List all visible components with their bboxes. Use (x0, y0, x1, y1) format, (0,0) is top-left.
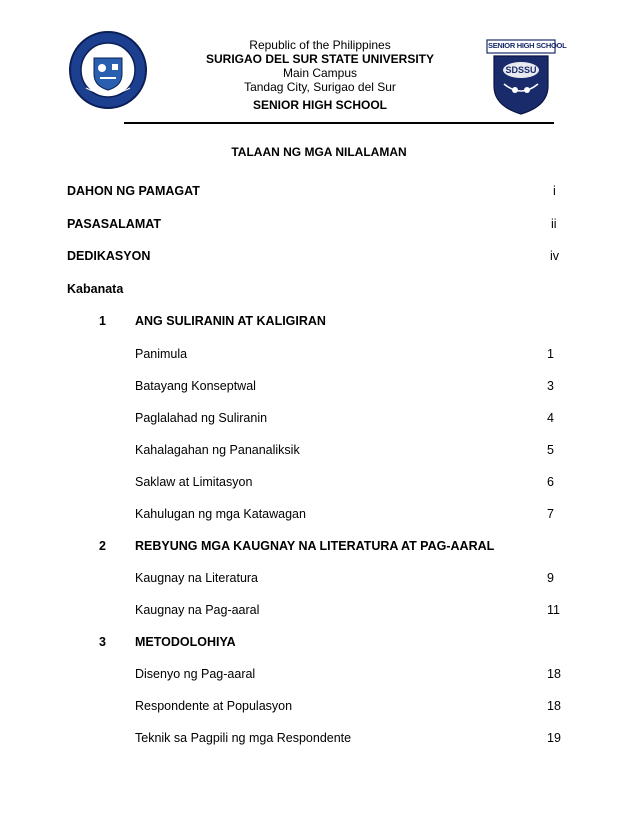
toc-sub-label: Disenyo ng Pag-aaral (135, 667, 256, 681)
toc-sub-label: Kaugnay na Literatura (135, 571, 259, 585)
chapter-number: 2 (99, 539, 106, 553)
toc-sub-page: 1 (547, 347, 554, 361)
toc-title: TALAAN NG MGA NILALAMAN (231, 145, 407, 159)
toc-sub-label: Kahulugan ng mga Katawagan (135, 507, 306, 521)
logo-shield-text: SDSSU (505, 65, 537, 75)
toc-sub-page: 7 (547, 507, 554, 521)
toc-sub-label: Batayang Konseptwal (135, 379, 256, 393)
header-campus: Main Campus (282, 66, 358, 80)
toc-sub-page: 6 (547, 475, 554, 489)
toc-entry-page: ii (551, 217, 557, 231)
toc-entry-page: iv (550, 249, 560, 263)
toc-sub-page: 19 (547, 731, 561, 745)
toc-entry-label: DAHON NG PAMAGAT (67, 184, 200, 198)
toc-entry-page: i (553, 184, 556, 198)
toc-sub-page: 9 (547, 571, 554, 585)
toc-sub-page: 18 (547, 699, 561, 713)
chapter-title: ANG SULIRANIN AT KALIGIRAN (135, 314, 326, 328)
chapter-number: 3 (99, 635, 106, 649)
chapter-number: 1 (99, 314, 106, 328)
toc-sub-label: Respondente at Populasyon (135, 699, 293, 713)
chapter-title: REBYUNG MGA KAUGNAY NA LITERATURA AT PAG-AARAL (135, 539, 495, 553)
header-address: Tandag City, Surigao del Sur (244, 80, 396, 94)
toc-entry-label: DEDIKASYON (67, 249, 151, 263)
toc-sub-page: 18 (547, 667, 561, 681)
header-republic: Republic of the Philippines (249, 38, 391, 52)
header-university: SURIGAO DEL SUR STATE UNIVERSITY (205, 52, 435, 66)
toc-sub-label: Kaugnay na Pag-aaral (135, 603, 260, 617)
header-department: SENIOR HIGH SCHOOL (252, 98, 387, 112)
kabanata-label: Kabanata (67, 282, 124, 296)
toc-sub-label: Paglalahad ng Suliranin (135, 411, 268, 425)
toc-sub-page: 5 (547, 443, 554, 457)
logo-banner-text: SENIOR HIGH SCHOOL (488, 41, 567, 50)
toc-sub-label: Saklaw at Limitasyon (135, 475, 253, 489)
toc-sub-label: Panimula (135, 347, 188, 361)
toc-sub-page: 4 (547, 411, 554, 425)
toc-entry-label: PASASALAMAT (67, 217, 161, 231)
header-divider (124, 122, 554, 124)
toc-sub-label: Teknik sa Pagpili ng mga Respondente (135, 731, 352, 745)
toc-sub-page: 3 (547, 379, 554, 393)
toc-sub-page: 11 (547, 603, 560, 617)
toc-sub-label: Kahalagahan ng Pananaliksik (135, 443, 300, 457)
chapter-title: METODOLOHIYA (135, 635, 236, 649)
university-seal-logo (68, 30, 148, 110)
